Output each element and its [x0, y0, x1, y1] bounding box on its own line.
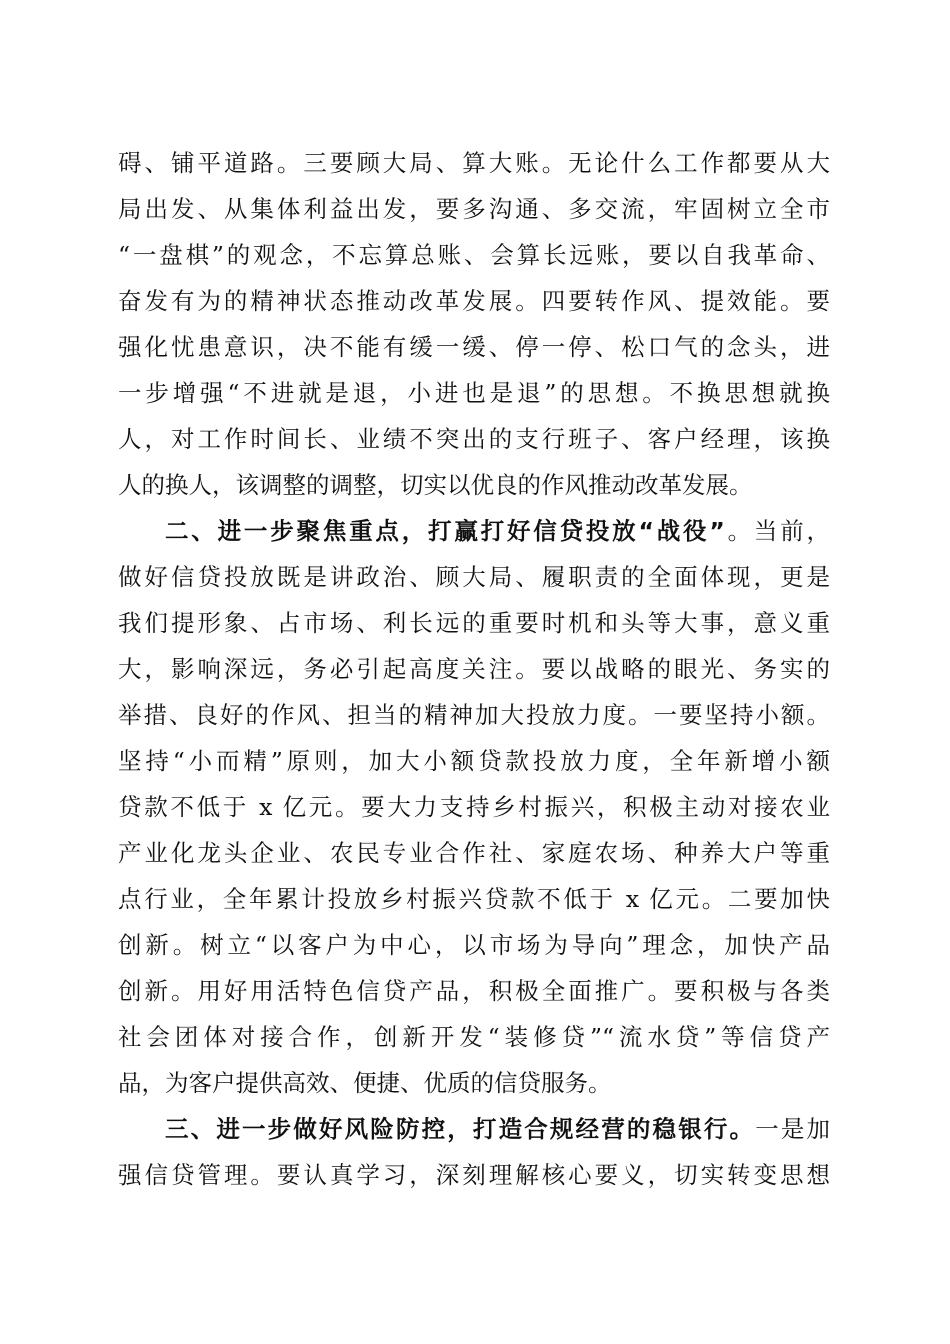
text-line: 一步增强“不进就是退，小进也是退”的思想。不换思想就换 [118, 379, 830, 407]
section-heading-line [118, 508, 830, 554]
text-line: 大，影响深远，务必引起高度关注。要以战略的眼光、务实的 [118, 655, 830, 683]
heading-tail-text: 。当前， [724, 517, 830, 545]
text-line: 做好信贷投放既是讲政治、顾大局、履职责的全面体现，更是 [118, 563, 830, 591]
heading-tail-text: 一是加 [755, 1115, 831, 1143]
text-line: 贷款不低于 x 亿元。要大力支持乡村振兴，积极主动对接农业 [118, 793, 830, 821]
paragraph-1 [118, 140, 830, 508]
text-line: 坚持“小而精”原则，加大小额贷款投放力度，全年新增小额 [118, 747, 830, 775]
text-line: 社会团体对接合作，创新开发“装修贷”“流水贷”等信贷产 [118, 1023, 830, 1051]
text-line: 点行业，全年累计投放乡村振兴贷款不低于 x 亿元。二要加快 [118, 885, 830, 913]
text-line: 强信贷管理。要认真学习，深刻理解核心要义，切实转变思想 [118, 1161, 830, 1189]
text-line: 我们提形象、占市场、利长远的重要时机和头等大事，意义重 [118, 609, 830, 637]
text-line: 产业化龙头企业、农民专业合作社、家庭农场、种养大户等重 [118, 839, 830, 867]
text-line: 局出发、从集体利益出发，要多沟通、多交流，牢固树立全市 [118, 195, 830, 223]
text-line: 创新。树立“以客户为中心，以市场为导向”理念，加快产品 [118, 931, 830, 959]
text-line: 创新。用好用活特色信贷产品，积极全面推广。要积极与各类 [118, 977, 830, 1005]
section-heading-line [118, 1106, 830, 1152]
text-line: 强化忧患意识，决不能有缓一缓、停一停、松口气的念头，进 [118, 333, 830, 361]
text-line: 碍、铺平道路。三要顾大局、算大账。无论什么工作都要从大 [118, 149, 830, 177]
text-line: 人，对工作时间长、业绩不突出的支行班子、客户经理，该换 [118, 425, 830, 453]
text-line: 品，为客户提供高效、便捷、优质的信贷服务。 [118, 1069, 612, 1097]
text-line: 举措、良好的作风、担当的精神加大投放力度。一要坚持小额。 [118, 701, 830, 729]
text-line: “一盘棋”的观念，不忘算总账、会算长远账，要以自我革命、 [118, 241, 830, 269]
paragraph-2 [118, 508, 830, 1106]
text-line: 人的换人，该调整的调整，切实以优良的作风推动改革发展。 [118, 471, 753, 499]
section-heading: 三、进一步做好风险防控，打造合规经营的稳银行。 [165, 1115, 756, 1143]
document-body [118, 140, 830, 1198]
paragraph-3 [118, 1106, 830, 1198]
section-heading: 二、进一步聚焦重点，打赢打好信贷投放“战役” [165, 517, 725, 545]
text-line: 奋发有为的精神状态推动改革发展。四要转作风、提效能。要 [118, 287, 830, 315]
